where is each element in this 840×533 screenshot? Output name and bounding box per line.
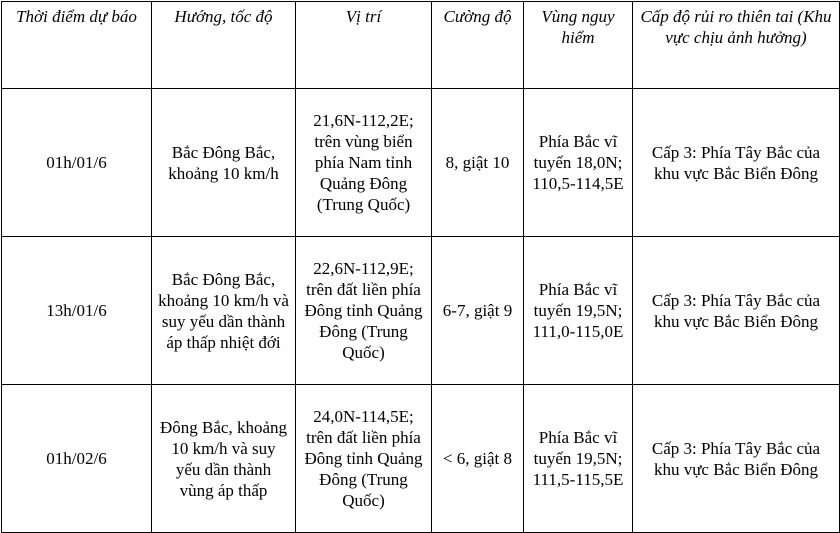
cell-risk-level: Cấp 3: Phía Tây Bắc của khu vực Bắc Biển Đông [633, 237, 840, 385]
cell-intensity: 6-7, giật 9 [432, 237, 524, 385]
header-direction: Hướng, tốc độ [152, 2, 296, 89]
cell-risk-level: Cấp 3: Phía Tây Bắc của khu vực Bắc Biển Đông [633, 385, 840, 533]
cell-direction: Bắc Đông Bắc, khoảng 10 km/h và suy yếu dần thành áp thấp nhiệt đới [152, 237, 296, 385]
cell-danger-zone: Phía Bắc vĩ tuyến 19,5N; 111,5-115,5E [524, 385, 633, 533]
header-row [2, 2, 840, 89]
header-time: Thời điểm dự báo [2, 2, 152, 89]
cell-position: 22,6N-112,9E; trên đất liền phía Đông tỉnh Quảng Đông (Trung Quốc) [296, 237, 432, 385]
cell-risk-level: Cấp 3: Phía Tây Bắc của khu vực Bắc Biển Đông [633, 89, 840, 237]
cell-direction: Bắc Đông Bắc, khoảng 10 km/h [152, 89, 296, 237]
forecast-table [1, 1, 840, 533]
cell-time: 01h/01/6 [2, 89, 152, 237]
table-row [2, 385, 840, 533]
cell-position: 24,0N-114,5E; trên đất liền phía Đông tỉnh Quảng Đông (Trung Quốc) [296, 385, 432, 533]
table-row [2, 89, 840, 237]
cell-time: 01h/02/6 [2, 385, 152, 533]
header-intensity: Cường độ [432, 2, 524, 89]
header-position: Vị trí [296, 2, 432, 89]
table-row [2, 237, 840, 385]
cell-direction: Đông Bắc, khoảng 10 km/h và suy yếu dần thành vùng áp thấp [152, 385, 296, 533]
header-risk-level: Cấp độ rủi ro thiên tai (Khu vực chịu ảnh hưởng) [633, 2, 840, 89]
header-danger-zone: Vùng nguy hiểm [524, 2, 633, 89]
cell-danger-zone: Phía Bắc vĩ tuyến 19,5N; 111,0-115,0E [524, 237, 633, 385]
cell-intensity: < 6, giật 8 [432, 385, 524, 533]
cell-danger-zone: Phía Bắc vĩ tuyến 18,0N; 110,5-114,5E [524, 89, 633, 237]
cell-time: 13h/01/6 [2, 237, 152, 385]
cell-intensity: 8, giật 10 [432, 89, 524, 237]
cell-position: 21,6N-112,2E; trên vùng biển phía Nam tỉnh Quảng Đông (Trung Quốc) [296, 89, 432, 237]
